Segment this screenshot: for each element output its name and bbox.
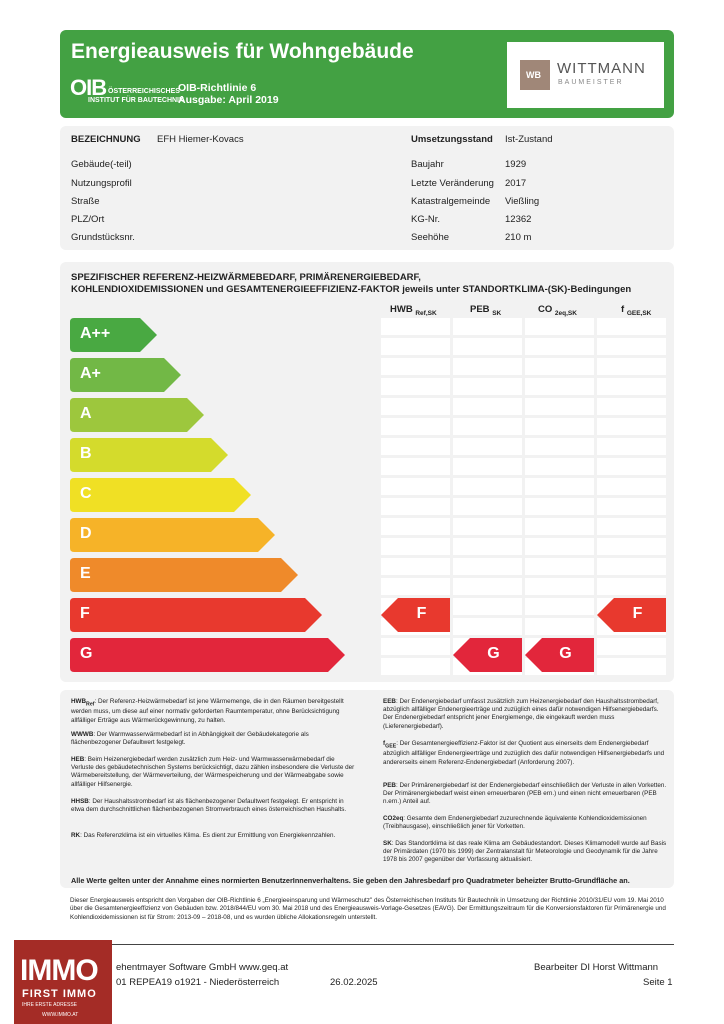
energy-class-label: A++ (80, 325, 111, 342)
brand-house-icon: WB (520, 60, 550, 90)
energy-class-label: B (80, 445, 92, 462)
info-label: Grundstücksnr. (71, 232, 135, 243)
grid-cell (381, 338, 450, 355)
grid-cell (453, 618, 522, 635)
info-label: Katastralgemeinde (411, 196, 491, 207)
rating-marker (453, 638, 522, 672)
grid-cell (525, 558, 594, 575)
grid-cell (525, 478, 594, 495)
building-info-section (60, 126, 674, 250)
document-title: Energieausweis für Wohngebäude (71, 40, 414, 63)
footer-page: Seite 1 (643, 977, 673, 988)
grid-cell (525, 458, 594, 475)
grid-cell (597, 478, 666, 495)
grid-cell (453, 418, 522, 435)
grid-cell (525, 418, 594, 435)
energy-class-arrow (70, 598, 322, 632)
info-label: PLZ/Ort (71, 214, 105, 225)
info-label: Seehöhe (411, 232, 450, 243)
definition-sk: SK: Das Standortklima ist das reale Klima am Gebäudestandort. Dieses Klimamodell wurde auf Basis der Primärdaten (1970 bis 1999) der Zentralanstalt für Meteorologie und Geodynamik für die Jahre 1978 bis 2007 gegenüber der Vorfassung aktualisiert. (383, 840, 667, 864)
energy-class-label: E (80, 565, 91, 582)
chart-title: SPEZIFISCHER REFERENZ-HEIZWÄRMEBEDARF, PRIMÄRENERGIEBEDARF, KOHLENDIOXIDEMISSIONEN und GESAMTENERGIEEFFIZIENZ-FAKTOR jeweils unter STANDORTKLIMA-(SK)-Bedingungen (71, 272, 632, 295)
info-value: 1929 (505, 159, 527, 170)
definition-heb: HEB: Beim Heizenergiebedarf werden zusätzlich zum Heiz- und Warmwasserwärmebedarf die Verluste des gebäudetechnischen Systems berücksichtigt, dazu zählen insbesondere die Verluste der Wärmebereitstellung, der Wärmeverteilung, der Wärmespeicherung und der Wärmeabgabe sowie allfälliger Hilfsenergie. (71, 756, 355, 788)
grid-cell (597, 378, 666, 395)
footer-code: 01 REPEA19 o1921 - Niederösterreich (116, 977, 280, 988)
umsetzung-label: Umsetzungsstand (411, 134, 493, 145)
grid-cell (453, 338, 522, 355)
bezeichnung-label: BEZEICHNUNG (71, 134, 141, 145)
legal-note: Dieser Energieausweis entspricht den Vorgaben der OIB-Richtlinie 6 „Energieeinsparung und Wärmeschutz" des Österreichischen Instituts für Bautechnik in Umsetzung der Richtlinie 2010/31/EU vom 19. Mai 2010 über die Gesamtenergieeffizienz von Gebäuden bzw. 2018/844/EU vom 30. Mai 2018 und des Energieausweis-Vorlage-Gesetzes (EAVG). Der Ermittlungszeitraum für die Konversionsfaktoren für Primärenergie und Kohlendioxidemissionen ist für Strom: 2013-09 – 2018-08, und es wurden übliche Allokationsregeln unterstellt. (70, 897, 666, 921)
grid-cell (453, 358, 522, 375)
oib-logo: OIB ÖSTERREICHISCHES INSTITUT FÜR BAUTECHNIK (70, 75, 185, 104)
grid-cell (453, 558, 522, 575)
rating-marker-label: F (416, 605, 427, 622)
grid-cell (453, 498, 522, 515)
grid-cell (525, 498, 594, 515)
energy-class-label: C (80, 485, 92, 502)
energy-class-arrow (70, 478, 251, 512)
info-label: Straße (71, 196, 100, 207)
grid-cell (525, 598, 594, 615)
grid-cell (381, 418, 450, 435)
header-banner (60, 30, 674, 118)
definition-peb: PEB: Der Primärenergiebedarf ist der Endenergiebedarf einschließlich der Verluste in allen Vorketten. Der Primärenergiebedarf weist einen erneuerbaren (PEB ern.) und einen nicht erneuerbaren (PEB n.ern.) Anteil auf. (383, 782, 667, 806)
column-header-peb: PEB $_{SK}$ (470, 304, 502, 317)
definitions-section (60, 690, 674, 888)
info-label: Gebäude(-teil) (71, 159, 132, 170)
grid-cell (381, 638, 450, 655)
grid-cell (453, 378, 522, 395)
grid-cell (453, 318, 522, 335)
footer-divider (60, 944, 674, 945)
grid-cell (381, 478, 450, 495)
definition-co2eq: CO2eq: Gesamte dem Endenergiebedarf zuzurechnende äquivalente Kohlendioxidemissionen (Treibhausgase), einschließlich jener für Vorketten. (383, 815, 647, 831)
grid-cell (453, 458, 522, 475)
umsetzung-value: Ist-Zustand (505, 134, 553, 145)
grid-cell (525, 398, 594, 415)
info-value: 12362 (505, 214, 532, 225)
info-value: 2017 (505, 178, 527, 189)
info-label: Baujahr (411, 159, 444, 170)
grid-cell (597, 438, 666, 455)
grid-cell (597, 518, 666, 535)
energy-rating-chart (60, 262, 674, 682)
definition-wwwb: WWWB: Der Warmwasserwärmebedarf ist in Abhängigkeit der Gebäudekategorie als flächenbezogener Defaultwert festgelegt. (71, 731, 309, 747)
definition-rk: RK: Das Referenzklima ist ein virtuelles Klima. Es dient zur Ermittlung von Energiekennzahlen. (71, 832, 336, 839)
energy-class-label: D (80, 525, 92, 542)
column-header-fgee: f $_{GEE,SK}$ (621, 304, 652, 317)
grid-cell (381, 578, 450, 595)
grid-cell (453, 538, 522, 555)
rating-marker (525, 638, 594, 672)
grid-cell (381, 558, 450, 575)
bezeichnung-value: EFH Hiemer-Kovacs (157, 134, 244, 145)
grid-cell (597, 358, 666, 375)
info-label: KG-Nr. (411, 214, 441, 225)
richtlinie-info: OIB-Richtlinie 6 Ausgabe: April 2019 (178, 82, 279, 106)
grid-cell (381, 438, 450, 455)
definitions-footnote: Alle Werte gelten unter der Annahme eines normierten BenutzerInnenverhaltens. Sie geben den Jahresbedarf pro Quadratmeter beheizter Brutto-Grundfläche an. (71, 876, 630, 885)
wittmann-logo: WB WITTMANN BAUMEISTER (507, 42, 664, 108)
rating-marker-label: G (559, 645, 572, 662)
grid-cell (597, 638, 666, 655)
grid-cell (453, 598, 522, 615)
energy-class-label: A (80, 405, 92, 422)
grid-cell (381, 658, 450, 675)
energy-class-arrow (70, 318, 157, 352)
grid-cell (525, 438, 594, 455)
definition-hhsb: HHSB: Der Haushaltsstrombedarf ist als flächenbezogener Defaultwert festgelegt. Er entspricht in etwa dem durchschnittlichen flächenbezogenen Stromverbrauch eines österreichischen Haushalts. (71, 798, 347, 814)
energy-class-arrow (70, 398, 204, 432)
energy-class-arrow (70, 638, 345, 672)
grid-cell (597, 538, 666, 555)
grid-cell (525, 318, 594, 335)
grid-cell (381, 318, 450, 335)
grid-cell (525, 338, 594, 355)
energy-class-label: A+ (80, 365, 101, 382)
grid-cell (525, 578, 594, 595)
column-header-co2: CO $_{2eq,SK}$ (538, 304, 577, 317)
grid-cell (525, 538, 594, 555)
definition-fgee: $f_{GEE}$: Der Gesamtenergieeffizienz-Faktor ist der Quotient aus einerseits dem Endenergiebedarf abzüglich allfälliger Endenergieerträge und zuzüglich des dafür notwendigen Hilfsenergiebedarfs und andererseits einem Referenz-Endenergiebedarf (Anforderung 2007). (383, 740, 665, 766)
grid-cell (525, 518, 594, 535)
info-label: Nutzungsprofil (71, 178, 132, 189)
grid-cell (381, 378, 450, 395)
grid-cell (381, 398, 450, 415)
grid-cell (597, 318, 666, 335)
rating-marker (597, 598, 666, 632)
footer-bearbeiter: Bearbeiter DI Horst Wittmann (534, 962, 659, 973)
grid-cell (597, 398, 666, 415)
grid-cell (453, 438, 522, 455)
grid-cell (453, 578, 522, 595)
rating-marker (381, 598, 450, 632)
footer-date: 26.02.2025 (330, 977, 378, 988)
definition-hwb: $HWB_{Ref}$: Der Referenz-Heizwärmebedarf ist jene Wärmemenge, die in den Räumen bereitgestellt werden muss, um diese auf einer normativ geforderten Raumtemperatur, ohne Berücksichtigung allfälliger Erträge aus Wärmerückgewinnung, zu halten. (71, 698, 344, 724)
immo-watermark-logo: IMMO FIRST IMMO IHRE ERSTE ADRESSE WWW.IMMO.AT (14, 940, 112, 1024)
definition-eeb: EEB: Der Endenergiebedarf umfasst zusätzlich zum Heizenergiebedarf den Haushaltsstrombedarf, abzüglich allfälliger Endenergieerträge und zuzüglich eines dafür notwendigen Hilfsenergiebedarfs. Der Endenergiebedarf entspricht jener Energiemenge, die eingekauft werden muss (Lieferenergiebedarf). (383, 698, 659, 730)
grid-cell (597, 338, 666, 355)
grid-cell (525, 378, 594, 395)
energy-class-arrow (70, 518, 275, 552)
energy-class-arrow (70, 438, 228, 472)
grid-cell (597, 578, 666, 595)
energy-class-label: F (80, 605, 90, 622)
grid-cell (597, 558, 666, 575)
grid-cell (453, 518, 522, 535)
column-header-hwb: HWB $_{Ref,SK}$ (390, 304, 437, 317)
energy-class-arrow (70, 558, 298, 592)
grid-cell (597, 418, 666, 435)
grid-cell (381, 358, 450, 375)
info-label: Letzte Veränderung (411, 178, 494, 189)
energy-class-label: G (80, 645, 93, 662)
grid-cell (525, 618, 594, 635)
grid-cell (381, 498, 450, 515)
info-value: Vießling (505, 196, 540, 207)
grid-cell (597, 458, 666, 475)
grid-cell (453, 478, 522, 495)
grid-cell (525, 358, 594, 375)
info-value: 210 m (505, 232, 532, 243)
grid-cell (381, 518, 450, 535)
grid-cell (381, 538, 450, 555)
energy-class-arrow (70, 358, 181, 392)
grid-cell (381, 458, 450, 475)
grid-cell (597, 658, 666, 675)
footer-software: ehentmayer Software GmbH www.geq.at (116, 962, 289, 973)
grid-cell (597, 498, 666, 515)
rating-marker-label: G (487, 645, 500, 662)
grid-cell (453, 398, 522, 415)
rating-marker-label: F (632, 605, 643, 622)
